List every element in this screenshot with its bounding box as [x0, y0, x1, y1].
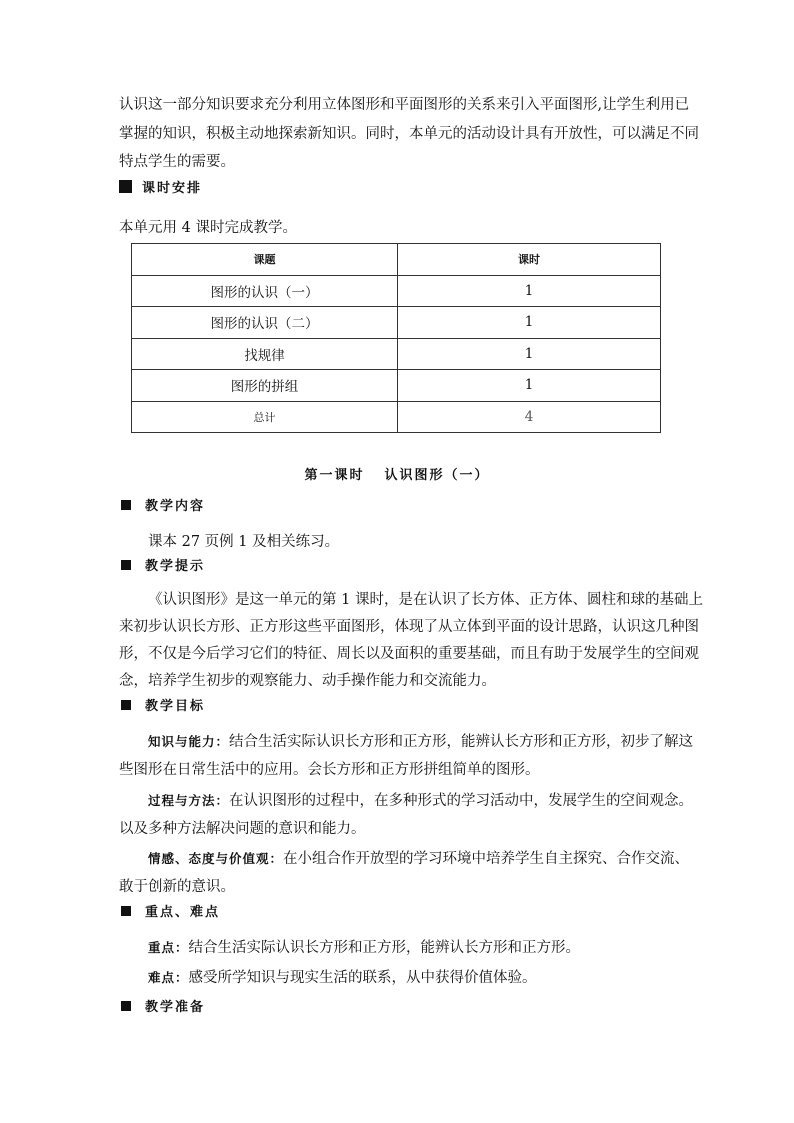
intro-line-1: 认识这一部分知识要求充分利用立体图形和平面图形的关系来引入平面图形,让学生利用已 — [119, 97, 690, 113]
square-bullet-icon — [121, 906, 131, 916]
goal-emotion-label: 情感、态度与价值观： — [148, 851, 284, 866]
cell-hours: 1 — [398, 370, 661, 402]
keypoints-heading: 重点、难点 — [121, 903, 220, 923]
square-bullet-icon — [121, 560, 131, 570]
cell-topic: 图形的认识（二） — [132, 307, 398, 339]
table-total-row — [132, 401, 661, 433]
intro-line-3: 特点学生的需要。 — [119, 154, 235, 170]
table-row — [132, 370, 661, 402]
difficulty-text: 感受所学知识与现实生活的联系，从中获得价值体验。 — [188, 970, 537, 986]
square-bullet-icon — [121, 700, 131, 710]
header-hours: 课时 — [398, 244, 661, 276]
goals-heading: 教学目标 — [121, 697, 205, 717]
lesson-title — [0, 466, 794, 486]
goal-process-line-1 — [148, 791, 694, 811]
goal-process-line-2: 以及多种方法解决问题的意识和能力。 — [119, 821, 366, 837]
square-bullet-icon — [121, 1001, 131, 1011]
goal-emotion-text: 在小组合作开放型的学习环境中培养学生自主探究、合作交流、 — [283, 851, 690, 867]
lesson-name: 认识图形（一） — [384, 468, 490, 483]
difficulty-line — [148, 968, 679, 988]
cell-hours: 1 — [398, 275, 661, 307]
cell-hours: 1 — [398, 307, 661, 339]
schedule-heading: 课时安排 — [119, 179, 202, 199]
square-bullet-icon — [119, 180, 132, 193]
total-value: 4 — [398, 401, 661, 433]
key-point-label: 重点： — [148, 940, 189, 955]
header-topic: 课题 — [132, 244, 398, 276]
key-point-line — [148, 938, 679, 958]
key-point-text: 结合生活实际认识长方形和正方形，能辨认长方形和正方形。 — [188, 940, 581, 956]
table-row — [132, 307, 661, 339]
square-bullet-icon — [121, 500, 131, 510]
cell-topic: 找规律 — [132, 338, 398, 370]
prep-heading: 教学准备 — [121, 998, 205, 1018]
hint-heading: 教学提示 — [121, 557, 205, 577]
difficulty-label: 难点： — [148, 970, 189, 985]
table-row — [132, 338, 661, 370]
hint-line-1: 《认识图形》是这一单元的第 1 课时，是在认识了长方体、正方体、圆柱和球的基础上 — [148, 592, 703, 608]
goal-knowledge-text: 结合生活实际认识长方形和正方形，能辨认长方形和正方形，初步了解这 — [229, 734, 694, 750]
intro-line-2: 掌握的知识，积极主动地探索新知识。同时，本单元的活动设计具有开放性，可以满足不同 — [119, 126, 699, 142]
hint-line-4: 念，培养学生初步的观察能力、动手操作能力和交流能力。 — [119, 673, 496, 689]
cell-topic: 图形的认识（一） — [132, 275, 398, 307]
table-header-row — [132, 244, 661, 276]
goal-process-label: 过程与方法： — [148, 793, 230, 808]
total-label: 总计 — [132, 401, 398, 433]
schedule-sentence: 本单元用 4 课时完成教学。 — [119, 220, 297, 236]
cell-hours: 1 — [398, 338, 661, 370]
schedule-table — [131, 243, 661, 433]
cell-topic: 图形的拼组 — [132, 370, 398, 402]
hint-line-2: 来初步认识长方形、正方形这些平面图形，体现了从立体到平面的设计思路，认识这几种图 — [119, 619, 699, 635]
goal-knowledge-line-2: 些图形在日常生活中的应用。会长方形和正方形拼组简单的图形。 — [119, 762, 540, 778]
lesson-number: 第一课时 — [304, 468, 365, 483]
hint-line-3: 形，不仅是今后学习它们的特征、周长以及面积的重要基础，而且有助于发展学生的空间观 — [119, 646, 699, 662]
goal-knowledge-line-1 — [148, 732, 694, 752]
goal-knowledge-label: 知识与能力： — [148, 734, 230, 749]
content-heading: 教学内容 — [121, 497, 205, 517]
goal-process-text: 在认识图形的过程中，在多种形式的学习活动中，发展学生的空间观念。 — [229, 793, 694, 809]
goal-emotion-line-2: 敢于创新的意识。 — [119, 879, 235, 895]
table-row — [132, 275, 661, 307]
content-text: 课本 27 页例 1 及相关练习。 — [148, 534, 340, 550]
goal-emotion-line-1 — [148, 849, 690, 869]
